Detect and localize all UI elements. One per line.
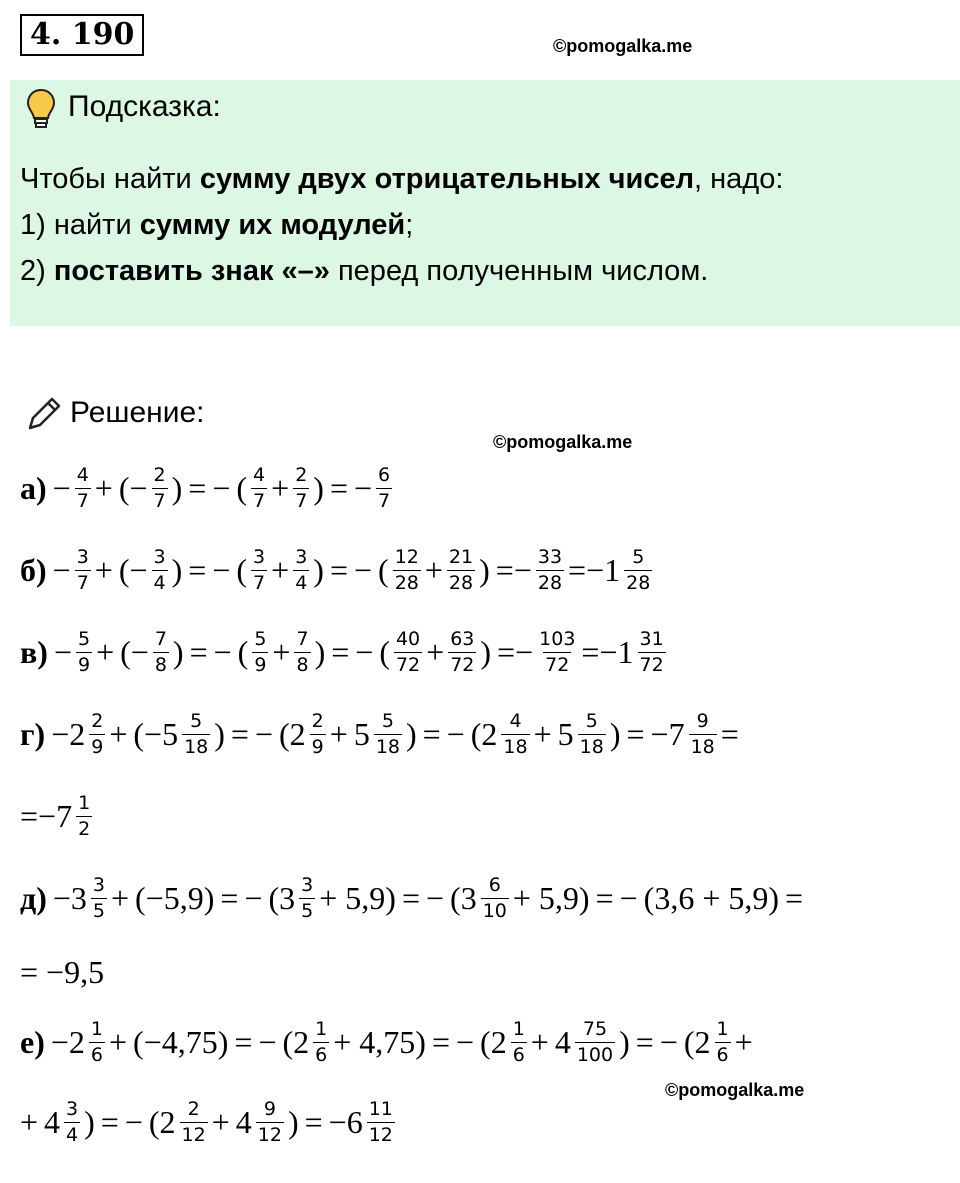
math-token: + (211, 1104, 230, 1140)
math-token: + (271, 470, 290, 506)
fraction (511, 1020, 527, 1065)
math-token: −1 (599, 634, 634, 670)
numerator: 3 (66, 1098, 79, 1120)
fraction (153, 630, 169, 675)
denominator: 7 (76, 490, 89, 512)
denominator: 5 (92, 900, 105, 922)
fraction (638, 630, 666, 675)
math-token: −7 (650, 716, 685, 752)
math-token: ( (268, 880, 280, 916)
math-token: = (720, 716, 739, 752)
math-token: ) (479, 552, 490, 588)
denominator: 28 (626, 572, 651, 594)
math-token: + (424, 552, 443, 588)
math-token: − (619, 880, 638, 916)
numerator: 6 (378, 464, 391, 486)
fraction (575, 1020, 615, 1065)
math-token: + (734, 1024, 753, 1060)
math-token: − (355, 634, 374, 670)
fraction (481, 876, 509, 921)
math-token: − (254, 716, 274, 752)
math-token: − (659, 1024, 678, 1060)
denominator: 72 (639, 654, 664, 676)
math-token: −5 (144, 716, 179, 752)
math-token: = (431, 1024, 450, 1060)
fraction (152, 548, 168, 593)
math-token: − (258, 1024, 277, 1060)
numerator: 1 (78, 792, 91, 814)
denominator: 6 (512, 1044, 525, 1066)
math-token: ( (379, 634, 390, 670)
fraction (367, 1100, 395, 1145)
item-label: д) (20, 880, 47, 916)
pencil-icon (24, 394, 64, 434)
numerator: 4 (76, 464, 89, 486)
math-token: −7 (38, 798, 73, 834)
numerator: 1 (512, 1018, 525, 1040)
numerator: 9 (696, 710, 709, 732)
denominator: 18 (375, 736, 400, 758)
denominator: 7 (253, 490, 266, 512)
hint-box (10, 80, 960, 326)
fraction (501, 712, 529, 757)
math-token: − (212, 470, 231, 506)
math-token: = (188, 470, 207, 506)
denominator: 7 (253, 572, 266, 594)
denominator: 5 (301, 900, 314, 922)
fraction (310, 712, 326, 757)
numerator: 31 (639, 628, 664, 650)
solution-g-cont (20, 794, 96, 839)
solution-d-cont (20, 954, 104, 991)
numerator: 1 (716, 1018, 729, 1040)
hint-line-1: Чтобы найти сумму двух отрицательных чисел, надо: (20, 163, 784, 195)
math-token: ) (406, 716, 417, 752)
math-token: ) (217, 1024, 229, 1060)
numerator: 5 (77, 628, 91, 650)
denominator: 28 (394, 572, 419, 594)
math-token: ) (84, 1104, 95, 1140)
math-token: ( (470, 716, 482, 752)
math-token: − (129, 552, 148, 588)
math-token: − (515, 634, 534, 670)
fraction (64, 1100, 80, 1145)
solution-b (20, 548, 656, 593)
numerator: 4 (509, 710, 522, 732)
math-token: = (20, 798, 39, 834)
math-token: 2 (293, 1024, 310, 1060)
math-token: ( (450, 880, 461, 916)
solution-e (20, 1020, 753, 1065)
math-token: − (213, 634, 232, 670)
fraction (182, 712, 210, 757)
denominator: 10 (482, 900, 507, 922)
fraction (89, 1020, 105, 1065)
math-token: 5 (557, 716, 574, 752)
numerator: 1 (90, 1018, 103, 1040)
numerator: 4 (253, 464, 266, 486)
math-token: + (94, 552, 113, 588)
math-token: 2 (490, 1024, 507, 1060)
fraction (252, 630, 268, 675)
fraction (91, 876, 107, 921)
math-token: = (785, 880, 804, 916)
denominator: 18 (690, 736, 715, 758)
math-token: − (353, 552, 373, 588)
numerator: 3 (153, 546, 166, 568)
math-token: − (53, 634, 72, 670)
denominator: 9 (77, 654, 91, 676)
fraction (393, 548, 421, 593)
solution-title: Решение: (70, 396, 205, 429)
fraction (76, 630, 92, 675)
math-token: 4 (235, 1104, 252, 1140)
denominator: 7 (153, 490, 166, 512)
math-token: ) (171, 552, 183, 588)
math-token: −3 (52, 880, 87, 916)
denominator: 18 (579, 736, 604, 758)
math-token: ( (133, 1024, 144, 1060)
denominator: 4 (66, 1124, 79, 1146)
math-token: ( (148, 1104, 160, 1140)
fraction (374, 712, 402, 757)
math-token: 4 (554, 1024, 571, 1060)
math-token: 5 (353, 716, 370, 752)
math-token: + (20, 1104, 39, 1140)
math-token: − (130, 634, 149, 670)
math-token: − (212, 552, 231, 588)
fraction (294, 630, 310, 675)
lightbulb-icon (26, 88, 56, 130)
math-token: − (129, 470, 148, 506)
fraction (376, 466, 392, 511)
math-token: + 5,9 (319, 880, 386, 916)
math-token: = (220, 880, 239, 916)
numerator: 3 (295, 546, 308, 568)
watermark: ©pomogalka.me (553, 36, 693, 56)
numerator: 75 (582, 1018, 608, 1040)
math-token: = (401, 880, 420, 916)
math-token: 3 (279, 880, 296, 916)
math-token: ( (683, 1024, 695, 1060)
math-token: ( (237, 634, 249, 670)
denominator: 9 (91, 736, 104, 758)
math-token: ) (313, 470, 324, 506)
math-token: ( (279, 716, 290, 752)
math-token: −4,75 (143, 1024, 218, 1060)
math-token: − (446, 716, 465, 752)
math-token: ) (314, 634, 326, 670)
task-number: 4. 190 (20, 14, 144, 56)
math-token: − (244, 880, 263, 916)
math-token: + (426, 634, 445, 670)
math-token: ) (385, 880, 396, 916)
numerator: 5 (381, 710, 394, 732)
math-token: + (533, 716, 552, 752)
fraction (448, 630, 476, 675)
math-token: = (635, 1024, 654, 1060)
solution-a (20, 466, 396, 511)
numerator: 2 (311, 710, 324, 732)
math-token: ) (287, 1104, 299, 1140)
numerator: 21 (448, 546, 474, 568)
math-token: ( (120, 634, 131, 670)
fraction (293, 548, 309, 593)
math-token: + (96, 634, 115, 670)
solution-d (20, 876, 803, 921)
item-label: е) (20, 1024, 45, 1060)
math-token: + (109, 1024, 128, 1060)
math-token: = (595, 880, 614, 916)
numerator: 3 (253, 546, 266, 568)
math-token: = (230, 716, 249, 752)
math-token: = (581, 634, 600, 670)
numerator: 40 (395, 628, 421, 650)
math-token: ) (214, 716, 225, 752)
math-token: − (124, 1104, 143, 1140)
denominator: 72 (450, 654, 475, 676)
math-token: ( (135, 880, 146, 916)
numerator: 2 (91, 710, 104, 732)
math-token: + 4,75 (333, 1024, 416, 1060)
numerator: 5 (254, 628, 267, 650)
math-token: + (272, 634, 291, 670)
math-token: = (188, 552, 207, 588)
hint-line-3: 2) поставить знак «–» перед полученным числом. (20, 255, 709, 287)
hint-text (20, 156, 783, 294)
fraction (256, 1100, 284, 1145)
solution-g (20, 712, 739, 757)
math-token: + (329, 716, 348, 752)
math-token: = (329, 470, 348, 506)
denominator: 4 (295, 572, 308, 594)
math-token: −6 (328, 1104, 363, 1140)
numerator: 1 (315, 1018, 328, 1040)
math-token: + (110, 880, 130, 916)
fraction (313, 1020, 329, 1065)
math-token: −2 (51, 716, 86, 752)
math-token: ) (415, 1024, 426, 1060)
watermark: ©pomogalka.me (493, 432, 633, 452)
numerator: 7 (296, 628, 309, 650)
math-token: ) (203, 880, 215, 916)
fraction (624, 548, 652, 593)
denominator: 8 (154, 654, 167, 676)
math-token: ) (480, 634, 492, 670)
hint-title: Подсказка: (68, 90, 221, 123)
numerator: 2 (153, 464, 166, 486)
denominator: 7 (378, 490, 391, 512)
numerator: 3 (92, 874, 105, 896)
denominator: 7 (76, 572, 89, 594)
fraction (75, 548, 91, 593)
math-token: ( (378, 552, 389, 588)
solution-e-cont (20, 1100, 399, 1145)
math-token: − (52, 552, 71, 588)
math-token: + (94, 470, 113, 506)
denominator: 18 (503, 736, 528, 758)
math-token: − (353, 470, 373, 506)
fraction (689, 712, 717, 757)
fraction (76, 794, 92, 839)
math-token: + 5,9 (512, 880, 579, 916)
denominator: 12 (257, 1124, 282, 1146)
numerator: 33 (537, 546, 563, 568)
fraction (578, 712, 606, 757)
denominator: 8 (296, 654, 309, 676)
math-token: 2 (289, 716, 306, 752)
solution-v (20, 630, 670, 675)
math-token: − (513, 552, 532, 588)
math-token: ) (609, 716, 621, 752)
denominator: 72 (395, 654, 421, 676)
fraction (299, 876, 315, 921)
math-token: − (425, 880, 445, 916)
denominator: 2 (78, 818, 91, 840)
denominator: 72 (545, 654, 570, 676)
math-token: = (304, 1104, 323, 1140)
math-token: = (626, 716, 645, 752)
hint-line-2: 1) найти сумму их модулей; (20, 209, 414, 241)
math-token: − (456, 1024, 475, 1060)
numerator: 12 (394, 546, 419, 568)
math-token: 4 (44, 1104, 61, 1140)
math-token: −5,9 (145, 880, 204, 916)
denominator: 12 (368, 1124, 393, 1146)
math-token: ) (578, 880, 590, 916)
item-label: б) (20, 552, 47, 588)
math-token: = (234, 1024, 253, 1060)
fraction (293, 466, 309, 511)
math-token: = (331, 634, 350, 670)
math-token: + (530, 1024, 549, 1060)
math-token: + (271, 552, 290, 588)
math-token: ) (313, 552, 324, 588)
math-token: −2 (50, 1024, 85, 1060)
denominator: 4 (153, 572, 166, 594)
denominator: 28 (448, 572, 474, 594)
math-token: ( (236, 470, 248, 506)
math-token: −1 (586, 552, 621, 588)
numerator: 5 (585, 710, 598, 732)
math-token: ( (118, 552, 130, 588)
math-token: − (52, 470, 71, 506)
math-token: = (495, 552, 514, 588)
denominator: 6 (90, 1044, 103, 1066)
item-label: в) (20, 634, 48, 670)
numerator: 7 (154, 628, 167, 650)
denominator: 7 (295, 490, 308, 512)
math-token: = (422, 716, 441, 752)
fraction (715, 1020, 731, 1065)
denominator: 6 (716, 1044, 729, 1066)
math-token: ( (236, 552, 248, 588)
numerator: 6 (488, 874, 501, 896)
math-token: ( (118, 470, 130, 506)
math-token: 2 (159, 1104, 176, 1140)
numerator: 11 (368, 1098, 393, 1120)
math-token: 2 (481, 716, 498, 752)
math-token: ) (619, 1024, 630, 1060)
math-token: = (189, 634, 208, 670)
denominator: 9 (311, 736, 324, 758)
numerator: 63 (450, 628, 475, 650)
numerator: 103 (539, 628, 576, 650)
math-token: = (497, 634, 516, 670)
denominator: 28 (537, 572, 563, 594)
fraction (89, 712, 105, 757)
fraction (394, 630, 422, 675)
fraction (537, 630, 577, 675)
fraction (447, 548, 475, 593)
numerator: 5 (190, 710, 203, 732)
math-token: ( (133, 716, 145, 752)
math-token: ( (282, 1024, 294, 1060)
fraction (152, 466, 168, 511)
fraction (180, 1100, 208, 1145)
math-token: (3,6 + 5,9) (643, 880, 780, 916)
math-token: = (329, 552, 348, 588)
math-token: ) (172, 634, 184, 670)
item-label: а) (20, 470, 47, 506)
denominator: 18 (184, 736, 209, 758)
numerator: 3 (301, 874, 314, 896)
denominator: 6 (315, 1044, 328, 1066)
numerator: 5 (632, 546, 645, 568)
math-token: 2 (694, 1024, 711, 1060)
numerator: 3 (76, 546, 89, 568)
math-token: ) (171, 470, 183, 506)
fraction (251, 548, 267, 593)
numerator: 2 (295, 464, 308, 486)
fraction (251, 466, 267, 511)
fraction (536, 548, 564, 593)
denominator: 100 (576, 1044, 614, 1066)
math-token: ( (480, 1024, 491, 1060)
numerator: 9 (263, 1098, 276, 1120)
item-label: г) (20, 716, 46, 752)
math-token: = (100, 1104, 119, 1140)
watermark: ©pomogalka.me (665, 1080, 805, 1100)
math-token: + (109, 716, 128, 752)
denominator: 12 (181, 1124, 206, 1146)
math-token: = (568, 552, 587, 588)
numerator: 2 (187, 1098, 200, 1120)
math-token: = −9,5 (20, 954, 105, 990)
denominator: 9 (254, 654, 267, 676)
fraction (75, 466, 91, 511)
math-token: 3 (460, 880, 477, 916)
